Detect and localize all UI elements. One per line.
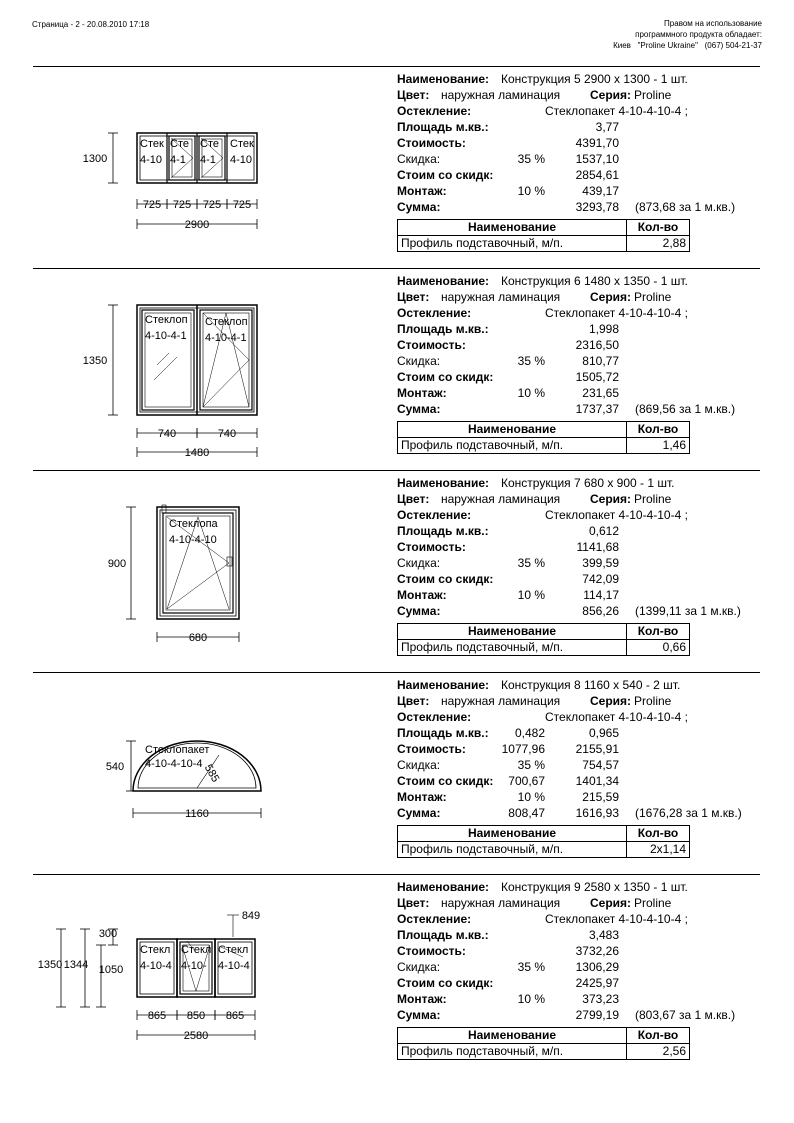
color-label: Цвет: xyxy=(397,896,430,910)
glazing-value: Стеклопакет 4-10-4-10-4 ; xyxy=(545,508,688,522)
glazing-label: Остекление: xyxy=(397,508,472,522)
sum-label: Сумма: xyxy=(397,402,441,416)
construction-info xyxy=(397,71,757,215)
discount-value: 1306,29 xyxy=(575,960,619,974)
glazing-row xyxy=(397,305,757,321)
discount-value: 754,57 xyxy=(582,758,619,772)
sum-value: 856,26 xyxy=(582,604,619,618)
area-label: Площадь м.кв.: xyxy=(397,524,489,538)
glazing-label: Остекление: xyxy=(397,912,472,926)
series-value: Proline xyxy=(634,492,672,506)
series-value: Proline xyxy=(634,290,672,304)
cost-row xyxy=(397,943,757,959)
window-drawing xyxy=(33,875,393,1075)
mounting-percent: 10 % xyxy=(517,184,545,198)
color-value: наружная ламинация xyxy=(441,88,561,102)
mounting-label: Монтаж: xyxy=(397,386,447,400)
glazing-label: Остекление: xyxy=(397,104,472,118)
profile-table-header xyxy=(398,826,690,842)
cost-discount-value: 2854,61 xyxy=(575,168,619,182)
area-label: Площадь м.кв.: xyxy=(397,120,489,134)
mounting-row xyxy=(397,385,757,401)
construction-name: Конструкция 8 1160 x 540 - 2 шт. xyxy=(501,678,681,692)
col-name-header: Наименование xyxy=(398,422,627,438)
window-drawing xyxy=(33,471,393,671)
table-row xyxy=(398,842,690,858)
profile-name: Профиль подставочный, м/п. xyxy=(398,438,627,454)
construction-drawing xyxy=(33,471,393,671)
construction-drawing xyxy=(33,875,393,1075)
color-row xyxy=(397,895,757,911)
construction-name: Конструкция 7 680 x 900 - 1 шт. xyxy=(501,476,675,490)
dimension-label: 725 xyxy=(142,199,162,211)
area-value: 1,998 xyxy=(588,322,619,336)
glass-label: Стекл xyxy=(181,944,212,956)
glazing-row xyxy=(397,507,757,523)
glass-label: Стеклоп xyxy=(145,314,188,326)
discount-value: 399,59 xyxy=(582,556,619,570)
profile-table xyxy=(397,623,690,656)
cost-label: Стоимость: xyxy=(397,338,466,352)
dimension-label: 2900 xyxy=(184,219,210,231)
cost-discount-row xyxy=(397,369,757,385)
dimension-label: 865 xyxy=(147,1010,167,1022)
series-value: Proline xyxy=(634,88,672,102)
area-value: 0,965 xyxy=(588,726,619,740)
series-label: Серия: xyxy=(590,896,632,910)
glass-label: Стекл xyxy=(140,944,171,956)
sum-row xyxy=(397,805,757,821)
construction-name: Конструкция 6 1480 x 1350 - 1 шт. xyxy=(501,274,688,288)
area-row xyxy=(397,725,757,741)
sum-unit: 808,47 xyxy=(508,806,545,820)
glass-label: 4-10 xyxy=(140,154,163,166)
mounting-percent: 10 % xyxy=(517,588,545,602)
construction-info xyxy=(397,677,757,821)
discount-row xyxy=(397,959,757,975)
cost-value: 4391,70 xyxy=(575,136,619,150)
profile-table xyxy=(397,219,690,252)
construction-drawing xyxy=(33,67,393,267)
sum-row xyxy=(397,199,757,215)
cost-discount-label: Стоим со скидк: xyxy=(397,168,494,182)
area-value: 3,483 xyxy=(588,928,619,942)
glass-label: 4-10-4-1 xyxy=(205,332,247,344)
profile-qty: 2,56 xyxy=(627,1044,690,1060)
mounting-label: Монтаж: xyxy=(397,992,447,1006)
mounting-percent: 10 % xyxy=(517,790,545,804)
cost-value: 1141,68 xyxy=(576,540,619,554)
radius-label: 585 xyxy=(201,762,222,785)
dimension-label: 725 xyxy=(202,199,222,211)
window-drawing xyxy=(33,269,393,469)
area-value: 3,77 xyxy=(595,120,619,134)
series-label: Серия: xyxy=(590,290,632,304)
cost-label: Стоимость: xyxy=(397,742,466,756)
discount-label: Скидка: xyxy=(397,758,441,772)
rights-line-2: программного продукта обладает: xyxy=(635,30,762,39)
dimension-label: 725 xyxy=(172,199,192,211)
series-label: Серия: xyxy=(590,694,632,708)
name-row xyxy=(397,273,757,289)
series-label: Серия: xyxy=(590,492,632,506)
cost-value: 2155,91 xyxy=(575,742,619,756)
area-row xyxy=(397,927,757,943)
profile-qty: 1,46 xyxy=(627,438,690,454)
glass-label: 4-10-4 xyxy=(140,960,172,972)
glazing-value: Стеклопакет 4-10-4-10-4 ; xyxy=(545,104,688,118)
glass-label: 4-10-4-10-4 xyxy=(145,758,203,770)
color-label: Цвет: xyxy=(397,694,430,708)
cost-label: Стоимость: xyxy=(397,944,466,958)
construction-name: Конструкция 9 2580 x 1350 - 1 шт. xyxy=(501,880,688,894)
sum-value: 2799,19 xyxy=(575,1008,619,1022)
mounting-value: 373,23 xyxy=(582,992,619,1006)
glass-label: 4-10-4-10 xyxy=(169,534,217,546)
area-unit: 0,482 xyxy=(514,726,545,740)
cost-discount-value: 1505,72 xyxy=(575,370,619,384)
mounting-value: 215,59 xyxy=(582,790,619,804)
rights-line-1: Правом на использование xyxy=(664,19,762,28)
col-qty-header: Кол-во xyxy=(627,624,690,640)
cost-discount-value: 2425,97 xyxy=(575,976,619,990)
construction-block xyxy=(33,67,760,267)
discount-label: Скидка: xyxy=(397,152,441,166)
glass-label: 4-10- xyxy=(181,960,207,972)
discount-row xyxy=(397,555,757,571)
mounting-percent: 10 % xyxy=(517,992,545,1006)
sum-label: Сумма: xyxy=(397,1008,441,1022)
table-row xyxy=(398,640,690,656)
glass-label: Стек xyxy=(230,138,254,150)
glazing-value: Стеклопакет 4-10-4-10-4 ; xyxy=(545,306,688,320)
discount-label: Скидка: xyxy=(397,960,441,974)
cost-value: 2316,50 xyxy=(575,338,619,352)
construction-info xyxy=(397,273,757,417)
construction-info xyxy=(397,475,757,619)
discount-value: 1537,10 xyxy=(575,152,619,166)
glass-label: 4-1 xyxy=(200,154,216,166)
dimension-label: 850 xyxy=(186,1010,206,1022)
price-per-m2: (1399,11 за 1 м.кв.) xyxy=(635,604,741,618)
color-row xyxy=(397,87,757,103)
glazing-label: Остекление: xyxy=(397,710,472,724)
glazing-label: Остекление: xyxy=(397,306,472,320)
glazing-row xyxy=(397,103,757,119)
mounting-label: Монтаж: xyxy=(397,790,447,804)
color-value: наружная ламинация xyxy=(441,694,561,708)
sum-value: 3293,78 xyxy=(575,200,619,214)
cost-discount-value: 1401,34 xyxy=(575,774,619,788)
col-qty-header: Кол-во xyxy=(627,826,690,842)
profile-name: Профиль подставочный, м/п. xyxy=(398,842,627,858)
cost-row xyxy=(397,741,757,757)
profile-table-header xyxy=(398,220,690,236)
dimension-label: 300 xyxy=(98,928,118,940)
cost-label: Стоимость: xyxy=(397,540,466,554)
area-label: Площадь м.кв.: xyxy=(397,928,489,942)
glass-label: 4-10-4 xyxy=(218,960,250,972)
glass-label: Стекл xyxy=(218,944,249,956)
color-value: наружная ламинация xyxy=(441,896,561,910)
mounting-percent: 10 % xyxy=(517,386,545,400)
discount-row xyxy=(397,757,757,773)
price-per-m2: (869,56 за 1 м.кв.) xyxy=(635,402,736,416)
mounting-row xyxy=(397,587,757,603)
dimension-label: 540 xyxy=(105,761,125,773)
series-label: Серия: xyxy=(590,88,632,102)
series-value: Proline xyxy=(634,896,672,910)
glass-label: Сте xyxy=(200,138,219,150)
dimension-label: 680 xyxy=(188,632,208,644)
cost-row xyxy=(397,337,757,353)
profile-qty: 2x1,14 xyxy=(627,842,690,858)
table-row xyxy=(398,438,690,454)
dimension-label: 900 xyxy=(107,558,127,570)
glazing-row xyxy=(397,911,757,927)
dimension-label: 740 xyxy=(217,428,237,440)
col-name-header: Наименование xyxy=(398,624,627,640)
dimension-label: 865 xyxy=(225,1010,245,1022)
cost-discount-label: Стоим со скидк: xyxy=(397,774,494,788)
window-drawing xyxy=(33,673,393,873)
discount-percent: 35 % xyxy=(517,556,545,570)
glazing-row xyxy=(397,709,757,725)
glass-label: 4-10 xyxy=(230,154,253,166)
dimension-label: 740 xyxy=(157,428,177,440)
dimension-label: 1050 xyxy=(98,964,124,976)
construction-block xyxy=(33,269,760,469)
profile-name: Профиль подставочный, м/п. xyxy=(398,640,627,656)
mounting-row xyxy=(397,991,757,1007)
area-label: Площадь м.кв.: xyxy=(397,322,489,336)
discount-row xyxy=(397,353,757,369)
profile-table xyxy=(397,825,690,858)
discount-value: 810,77 xyxy=(582,354,619,368)
discount-percent: 35 % xyxy=(517,758,545,772)
discount-percent: 35 % xyxy=(517,152,545,166)
sum-value: 1616,93 xyxy=(575,806,619,820)
glass-label: Сте xyxy=(170,138,189,150)
discount-percent: 35 % xyxy=(517,960,545,974)
dimension-label: 1344 xyxy=(63,959,89,971)
cost-row xyxy=(397,135,757,151)
construction-info xyxy=(397,879,757,1023)
dimension-label: 1350 xyxy=(82,355,108,367)
sum-label: Сумма: xyxy=(397,604,441,618)
glass-label: Стек xyxy=(140,138,164,150)
color-row xyxy=(397,491,757,507)
mounting-row xyxy=(397,183,757,199)
color-value: наружная ламинация xyxy=(441,492,561,506)
area-row xyxy=(397,321,757,337)
cost-discount-label: Стоим со скидк: xyxy=(397,572,494,586)
construction-drawing xyxy=(33,673,393,873)
bay-dimension-label: 849 xyxy=(241,910,261,922)
name-label: Наименование: xyxy=(397,880,490,894)
price-per-m2: (1676,28 за 1 м.кв.) xyxy=(635,806,742,820)
cost-discount-row xyxy=(397,571,757,587)
construction-block xyxy=(33,875,760,1075)
profile-table xyxy=(397,421,690,454)
cost-discount-value: 742,09 xyxy=(582,572,619,586)
color-row xyxy=(397,693,757,709)
sum-label: Сумма: xyxy=(397,806,441,820)
discount-label: Скидка: xyxy=(397,354,441,368)
cost-discount-row xyxy=(397,167,757,183)
mounting-value: 231,65 xyxy=(582,386,619,400)
glass-label: 4-1 xyxy=(170,154,186,166)
mounting-label: Монтаж: xyxy=(397,588,447,602)
sum-row xyxy=(397,401,757,417)
name-row xyxy=(397,475,757,491)
discount-row xyxy=(397,151,757,167)
series-value: Proline xyxy=(634,694,672,708)
profile-qty: 2,88 xyxy=(627,236,690,252)
cost-row xyxy=(397,539,757,555)
name-row xyxy=(397,71,757,87)
cost-discount-row xyxy=(397,975,757,991)
construction-block xyxy=(33,673,760,873)
glass-label: Стеклопакет xyxy=(145,744,210,756)
mounting-label: Монтаж: xyxy=(397,184,447,198)
cost-discount-row xyxy=(397,773,757,789)
cost-value: 3732,26 xyxy=(575,944,619,958)
dimension-label: 2580 xyxy=(183,1030,209,1042)
cost-unit: 1077,96 xyxy=(501,742,545,756)
area-row xyxy=(397,119,757,135)
construction-drawing xyxy=(33,269,393,469)
name-label: Наименование: xyxy=(397,274,490,288)
col-qty-header: Кол-во xyxy=(627,220,690,236)
dimension-label: 1350 xyxy=(37,959,63,971)
profile-table-header xyxy=(398,1028,690,1044)
color-label: Цвет: xyxy=(397,492,430,506)
page-header: Страница - 2 - 20.08.2010 17:18 xyxy=(32,20,150,29)
cost-discount-unit: 700,67 xyxy=(508,774,545,788)
col-qty-header: Кол-во xyxy=(627,1028,690,1044)
price-per-m2: (803,67 за 1 м.кв.) xyxy=(635,1008,736,1022)
color-row xyxy=(397,289,757,305)
sum-value: 1737,37 xyxy=(575,402,619,416)
cost-discount-label: Стоим со скидк: xyxy=(397,976,494,990)
profile-qty: 0,66 xyxy=(627,640,690,656)
area-row xyxy=(397,523,757,539)
construction-block xyxy=(33,471,760,671)
table-row xyxy=(398,1044,690,1060)
profile-table-header xyxy=(398,624,690,640)
profile-name: Профиль подставочный, м/п. xyxy=(398,1044,627,1060)
profile-table-header xyxy=(398,422,690,438)
dimension-label: 725 xyxy=(232,199,252,211)
color-value: наружная ламинация xyxy=(441,290,561,304)
rights-line-3: Киев "Proline Ukraine" (067) 504-21-37 xyxy=(613,41,762,50)
construction-name: Конструкция 5 2900 x 1300 - 1 шт. xyxy=(501,72,688,86)
mounting-value: 114,17 xyxy=(583,588,619,602)
col-name-header: Наименование xyxy=(398,1028,627,1044)
discount-percent: 35 % xyxy=(517,354,545,368)
rights-holder xyxy=(613,18,762,51)
col-qty-header: Кол-во xyxy=(627,422,690,438)
mounting-value: 439,17 xyxy=(582,184,619,198)
cost-discount-label: Стоим со скидк: xyxy=(397,370,494,384)
name-label: Наименование: xyxy=(397,476,490,490)
glass-label: Стеклоп xyxy=(205,316,248,328)
discount-label: Скидка: xyxy=(397,556,441,570)
color-label: Цвет: xyxy=(397,88,430,102)
name-label: Наименование: xyxy=(397,72,490,86)
mounting-row xyxy=(397,789,757,805)
dimension-label: 1300 xyxy=(82,153,108,165)
col-name-header: Наименование xyxy=(398,220,627,236)
name-label: Наименование: xyxy=(397,678,490,692)
price-per-m2: (873,68 за 1 м.кв.) xyxy=(635,200,736,214)
profile-table xyxy=(397,1027,690,1060)
glazing-value: Стеклопакет 4-10-4-10-4 ; xyxy=(545,710,688,724)
name-row xyxy=(397,879,757,895)
cost-label: Стоимость: xyxy=(397,136,466,150)
sum-label: Сумма: xyxy=(397,200,441,214)
table-row xyxy=(398,236,690,252)
dimension-label: 1160 xyxy=(185,808,209,820)
sum-row xyxy=(397,1007,757,1023)
glass-label: 4-10-4-1 xyxy=(145,330,187,342)
glazing-value: Стеклопакет 4-10-4-10-4 ; xyxy=(545,912,688,926)
name-row xyxy=(397,677,757,693)
dimension-label: 1480 xyxy=(184,447,210,459)
col-name-header: Наименование xyxy=(398,826,627,842)
area-label: Площадь м.кв.: xyxy=(397,726,489,740)
area-value: 0,612 xyxy=(588,524,619,538)
color-label: Цвет: xyxy=(397,290,430,304)
glass-label: Стеклопа xyxy=(169,518,218,530)
sum-row xyxy=(397,603,757,619)
window-drawing xyxy=(33,67,393,267)
profile-name: Профиль подставочный, м/п. xyxy=(398,236,627,252)
